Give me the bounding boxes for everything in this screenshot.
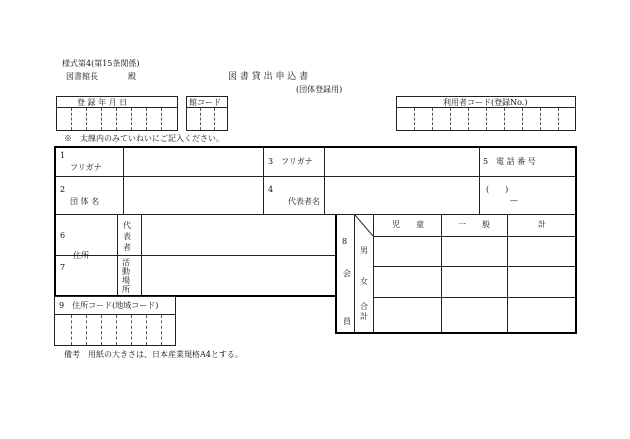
field-1-number: 1: [60, 151, 66, 160]
furigana-input[interactable]: [125, 148, 262, 175]
rep-furigana-input[interactable]: [326, 148, 478, 175]
field-4-number: 4: [268, 185, 274, 194]
field-9-label: 9 住所コード(地域コード): [59, 301, 159, 310]
library-code-box: [186, 96, 228, 131]
activity-place-input[interactable]: [143, 257, 334, 294]
field-8-number: 8: [342, 237, 348, 246]
field-6-number: 6: [60, 231, 66, 240]
corner-diagonal: [355, 215, 373, 236]
honorific: 殿: [128, 72, 136, 81]
field-5-label: 5 電 話 番 号: [483, 157, 536, 166]
form-title: 図 書 貸 出 申 込 書: [228, 72, 309, 82]
rep-address-label: 代表者: [123, 221, 131, 252]
rep-address-input[interactable]: [143, 216, 334, 254]
phone-dash: —: [510, 196, 518, 205]
addressee: 図書館長: [66, 72, 98, 81]
field-3-label: 3 フリガナ: [268, 157, 313, 166]
user-code-label: 利用者コード(登録No.): [443, 98, 528, 107]
field-2-number: 2: [60, 185, 66, 194]
col-children: 児 童: [392, 220, 424, 229]
row-female: 女: [360, 277, 368, 286]
field-2-label: 団 体 名: [70, 197, 100, 206]
phone-area-paren: ( ): [486, 185, 509, 194]
row-total: 合計: [360, 302, 368, 321]
form-code: 様式第4(第15条関係): [62, 59, 140, 68]
group-name-input[interactable]: [125, 177, 262, 213]
row-male: 男: [360, 246, 368, 255]
field-7-number: 7: [60, 263, 66, 272]
col-general: 一 般: [458, 220, 490, 229]
field-4-label: 代表者名: [288, 197, 320, 206]
phone-input[interactable]: [481, 177, 574, 213]
activity-place-label: 活動場所: [122, 258, 130, 294]
instruction-note: ※ 太線内のみていねいにご記入ください。: [64, 134, 224, 143]
col-total: 計: [538, 220, 546, 229]
rep-name-input[interactable]: [326, 177, 478, 213]
registration-date-box: [56, 96, 178, 131]
remark: 備考 用紙の大きさは、日本産業規格A4とする。: [64, 350, 243, 359]
field-1-label: フリガナ: [70, 163, 102, 172]
address-code-box: [54, 296, 176, 346]
library-code-label: 館コード: [189, 98, 221, 107]
address-label: 住所: [73, 251, 89, 260]
form-subtitle: (団体登録用): [296, 85, 343, 94]
registration-date-label: 登 録 年 月 日: [77, 98, 128, 107]
members-label: 会員: [343, 269, 351, 326]
